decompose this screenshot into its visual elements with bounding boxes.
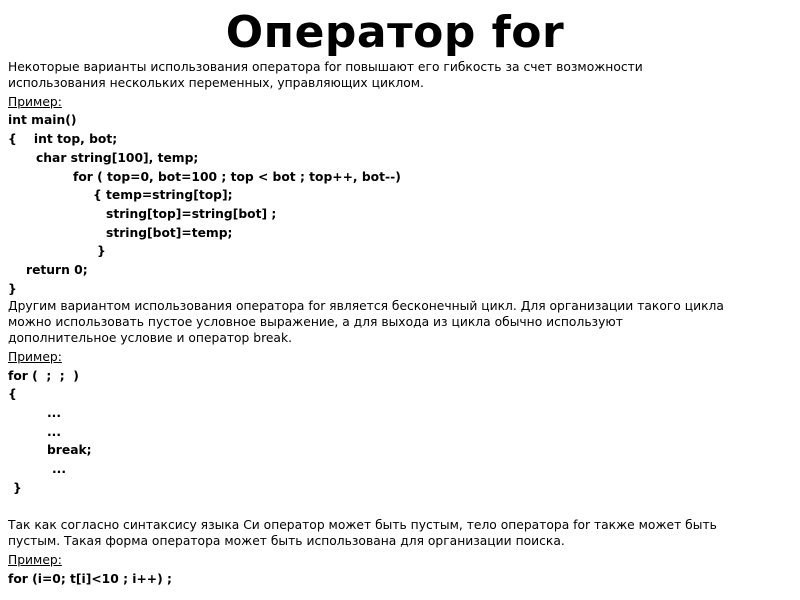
code-line: for (i=0; t[i]<10 ; i++) ;	[8, 572, 172, 586]
code-line: return 0;	[26, 263, 88, 277]
code-line: }	[97, 244, 106, 258]
example-label-2: Пример:	[8, 350, 62, 364]
example-label-3: Пример:	[8, 553, 62, 567]
code-line: ...	[47, 425, 62, 439]
empty-body-line-2: пустым. Такая форма оператора может быть использована для организации поиска.	[8, 534, 565, 548]
code-line: { temp=string[top];	[93, 188, 233, 202]
infinite-loop-line-3: дополнительное условие и оператор break.	[8, 331, 292, 345]
intro-line-2: использования нескольких переменных, управляющих циклом.	[8, 76, 424, 90]
code-line: break;	[47, 443, 92, 457]
code-line: }	[8, 282, 17, 296]
code-line: {	[8, 387, 17, 401]
intro-line-1: Некоторые варианты использования оператора for повышают его гибкость за счет возможности	[8, 60, 643, 74]
code-line: string[top]=string[bot] ;	[106, 207, 277, 221]
infinite-loop-line-1: Другим вариантом использования оператора for является бесконечный цикл. Для организации такого цикла	[8, 299, 724, 313]
code-line: for ( top=0, bot=100 ; top < bot ; top++, bot--)	[73, 170, 401, 184]
code-line: }	[13, 481, 22, 495]
code-line: for ( ; ; )	[8, 369, 79, 383]
code-line: ...	[47, 406, 62, 420]
code-line: char string[100], temp;	[36, 151, 199, 165]
code-line: int main()	[8, 113, 77, 127]
infinite-loop-line-2: можно использовать пустое условное выражение, а для выхода из цикла обычно используют	[8, 315, 623, 329]
code-line: ...	[52, 462, 67, 476]
code-line: string[bot]=temp;	[106, 226, 233, 240]
example-label-1: Пример:	[8, 95, 62, 109]
empty-body-line-1: Так как согласно синтаксису языка Си оператор может быть пустым, тело оператора for также может быть	[8, 518, 717, 532]
slide-title: Оператор for	[225, 7, 565, 58]
code-line: { int top, bot;	[8, 132, 118, 146]
